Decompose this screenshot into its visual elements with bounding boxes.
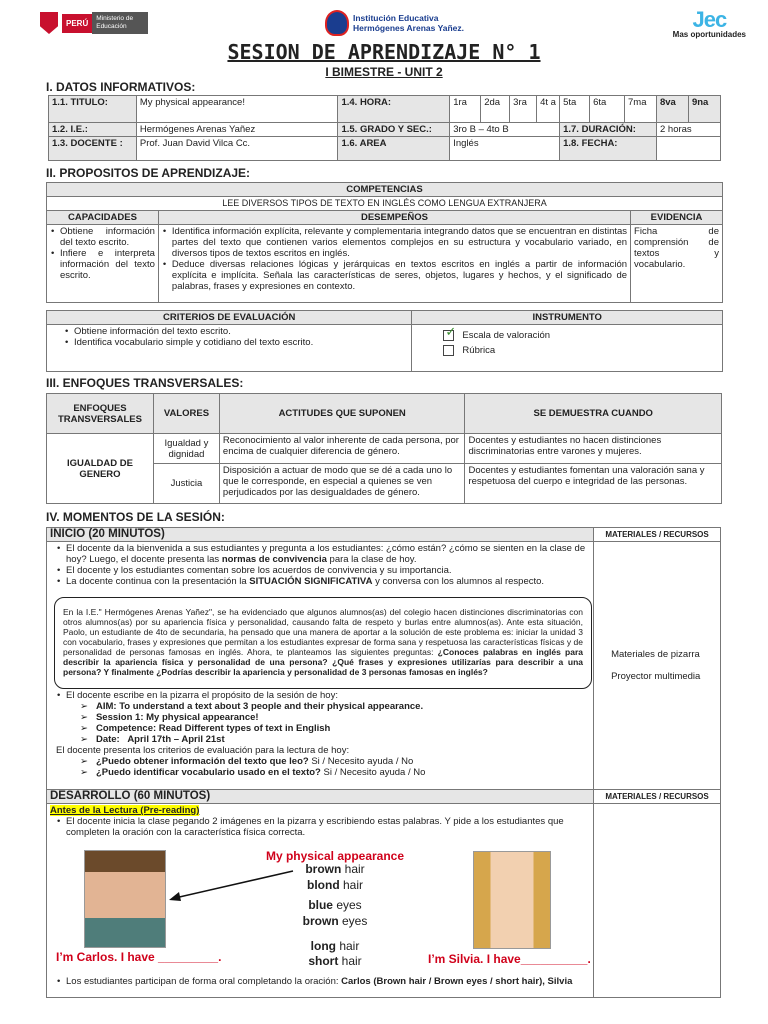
docente-key: 1.3. DOCENTE : [49,137,137,161]
instrumento-header: INSTRUMENTO [412,311,723,325]
criterio-item: • Obtiene información del texto escrito. [64,326,408,337]
jec-word: Jec [692,7,727,32]
ie-key: 1.2. I.E.: [49,123,137,137]
peru-shield-icon [40,12,58,34]
hour-2: 2da [481,96,510,123]
valor-justicia: Justicia [153,464,219,504]
inicio-item: • El docente escribe en la pizarra el propósito de la sesión de hoy: [56,690,590,701]
hour-7: 7ma [625,96,657,123]
area-key: 1.6. AREA [338,137,450,161]
carlos-sentence: I’m Carlos. I have _________. [56,950,222,964]
hora-key: 1.4. HORA: [338,96,450,123]
inicio-list [56,543,590,587]
physical-appearance-title: My physical appearance [265,849,405,863]
materiales-header-2: MATERIALES / RECURSOS [594,790,721,804]
page-subtitle: I BIMESTRE - UNIT 2 [325,65,443,79]
demuestra-1: Docentes y estudiantes no hacen distinciones discriminatorias entre varones y mujeres. [465,434,722,464]
criterios-intro: El docente presenta los criterios de evaluación para la lectura de hoy: [56,745,350,756]
page-title: SESION DE APRENDIZAJE N° 1 [227,40,541,64]
antes-lectura: Antes de la Lectura (Pre-reading) [50,805,200,816]
fecha-value [656,137,720,161]
enfoque-name: IGUALDAD DE GENERO [47,434,154,504]
criterios-header: CRITERIOS DE EVALUACIÓN [47,311,412,325]
instrumento-escala: Escala de valoración [462,330,551,341]
capacidad-item: • Obtiene información del texto escrito. [50,226,155,248]
section-propositos-heading: II. PROPOSITOS DE APRENDIZAJE: [46,166,251,180]
criterios-table [46,310,723,372]
inicio-item: • La docente continua con la presentación la SITUACIÓN SIGNIFICATIVA y conversa con los alumnos al respecto. [56,576,590,587]
desarrollo-item: • El docente inicia la clase pegando 2 imágenes en la pizarra y escribiendo estas palabras. Y pide a los estudiantes que completen la oración con la característica física correcta. [56,816,590,838]
hour-3: 3ra [510,96,537,123]
vocab-short-hair: short hair [308,954,362,968]
demuestra-header: SE DEMUESTRA CUANDO [465,394,722,434]
valores-header: VALORES [153,394,219,434]
grado-value: 3ro B – 4to B [450,123,560,137]
section-enfoques-heading: III. ENFOQUES TRANSVERSALES: [46,376,244,390]
instrumento-rubrica: Rúbrica [462,345,496,356]
aim-line: ➢ AIM: To understand a text about 3 people and their physical appearance. [50,701,590,712]
evidencia-header: EVIDENCIA [631,211,723,225]
titulo-key: 1.1. TITULO: [49,96,137,123]
duracion-key: 1.7. DURACIÓN: [560,123,657,137]
fecha-key: 1.8. FECHA: [560,137,657,161]
situacion-questions: ¿Conoces palabras en inglés para describir la apariencia física y personalidad de una persona? ¿Qué frases y expresiones utilizarías para describir a una persona? Y finalmente ¿Podrías describir la apariencia y personalidad de 3 personas famosas en inglés? [63,647,583,677]
desempenos-list [162,226,627,292]
desarrollo-header: DESARROLLO (60 MINUTOS) [47,790,594,804]
vocab-blond-hair: blond hair [307,878,363,892]
actitud-2: Disposición a actuar de modo que se dé a cada uno lo que le corresponde, en especial a quienes se ven perjudicados por las desigualdades de género. [219,464,465,504]
material-proyector: Proyector multimedia [611,670,701,682]
silvia-photo [473,851,551,949]
criterio-item: • Identifica vocabulario simple y cotidiano del texto escrito. [64,337,408,348]
question-2: ➢ ¿Puedo identificar vocabulario usado en el texto? Si / Necesito ayuda / No [50,767,590,778]
desarrollo-list [56,816,590,838]
grado-key: 1.5. GRADO Y SEC.: [338,123,450,137]
inicio-header: INICIO (20 MINUTOS) [47,528,594,542]
checkbox-unchecked-icon[interactable] [443,345,454,356]
ie-value: Hermógenes Arenas Yañez [136,123,338,137]
evidencia-text: Ficha de comprensión de textos y vocabulario. [631,225,723,303]
desarrollo-list-2 [56,976,590,987]
hour-5: 5ta [560,96,590,123]
desempenos-header: DESEMPEÑOS [158,211,630,225]
school-crest-icon [325,10,349,36]
materiales-header-1: MATERIALES / RECURSOS [594,528,721,542]
vocab-blue-eyes: blue eyes [308,898,362,912]
vocab-brown-hair: brown hair [305,862,365,876]
hour-6: 6ta [590,96,625,123]
jec-tagline: Mas oportunidades [672,30,746,39]
question-1: ➢ ¿Puedo obtener información del texto que leo? Si / Necesito ayuda / No [50,756,590,767]
inicio-item: • El docente y los estudiantes comentan sobre los acuerdos de convivencia y su importancia. [56,565,590,576]
jec-logo [672,7,746,39]
criterios-list [64,326,408,348]
desempeno-item: • Identifica información explícita, relevante y complementaria integrando datos que se encuentran en distintas partes del texto que contienen varios elementos complejos en su estructura y vocabulario variado, en diversos tipos de textos escritos en inglés. [162,226,627,259]
carlos-photo [84,850,166,948]
hour-8: 8va [656,96,688,123]
school-line2: Hermógenes Arenas Yañez. [353,23,465,33]
competence-line: ➢ Competence: Read Different types of text in English [50,723,590,734]
minedu-logo [40,12,148,34]
competencia-text: LEE DIVERSOS TIPOS DE TEXTO EN INGLÉS COMO LENGUA EXTRANJERA [47,197,723,211]
capacidades-list [50,226,155,281]
propositos-table [46,182,723,303]
school-line1: Institución Educativa [353,13,439,23]
demuestra-2: Docentes y estudiantes fomentan una valoración sana y respetuosa del cuerpo e integridad de las personas. [465,464,722,504]
area-value: Inglés [450,137,560,161]
inicio-item: • El docente da la bienvenida a sus estudiantes y pregunta a los estudiantes: ¿cómo están? ¿cómo se sienten en la clase de hoy? Luego, el docente presenta las normas de convivencia para la clase de hoy. [56,543,590,565]
school-logo [325,10,464,36]
enfoques-header: ENFOQUES TRANSVERSALES [47,394,154,434]
desempeno-item: • Deduce diversas relaciones lógicas y jerárquicas en textos escritos en inglés a partir de información explícita e implícita. Señala las características de seres, objetos, lugares y hechos, y el significado de palabras, frases y expresiones en contexto. [162,259,627,292]
section-datos-heading: I. DATOS INFORMATIVOS: [46,80,196,94]
titulo-value: My physical appearance! [136,96,338,123]
capacidades-header: CAPACIDADES [47,211,159,225]
situacion-significativa-box [54,597,592,689]
material-pizarra: Materiales de pizarra [611,648,700,660]
vocab-brown-eyes: brown eyes [302,914,368,928]
actitudes-header: ACTITUDES QUE SUPONEN [219,394,465,434]
hour-4: 4t a [537,96,560,123]
desarrollo-item: • Los estudiantes participan de forma oral completando la oración: Carlos (Brown hair / Brown eyes / short hair), Silvia [56,976,590,987]
actitud-1: Reconocimiento al valor inherente de cada persona, por encima de cualquier diferencia de género. [219,434,465,464]
capacidad-item: • Infiere e interpreta información del texto escrito. [50,248,155,281]
hour-1: 1ra [450,96,481,123]
hour-9: 9na [688,96,720,123]
section-momentos-heading: IV. MOMENTOS DE LA SESIÓN: [46,510,225,524]
session-line: ➢ Session 1: My physical appearance! [50,712,590,723]
datos-table [48,95,721,161]
date-line: ➢ Date: April 17th – April 21st [50,734,590,745]
peru-label: PERÚ [62,14,92,33]
vocab-long-hair: long hair [310,939,360,953]
duracion-value: 2 horas [656,123,720,137]
ministerio-label: Ministerio de Educación [92,12,148,34]
situacion-text: En la I.E." Hermógenes Arenas Yañez", se ha evidenciado que algunos alumnos(as) del colegio hacen distinciones discriminatorias con otros alumnos(as) por su apariencia física y personalidad, causando falta de respeto y burlas entre alumnos(as). Ante esta situación, Paolo, un estudiante de 4to de secundaria, ha pensado que una manera de aportar a la solución de este problema es: iniciar la unidad 3 con vocabulario, frases y expresiones que permitan a los estudiantes expresar de forma sana y respetuosa las características físicas y de personalidad de personas famosas en inglés. Ahora, te planteamos las siguientes preguntas: [63,607,583,657]
valor-igualdad: Igualdad y dignidad [153,434,219,464]
page-header [40,7,746,40]
competencias-header: COMPETENCIAS [47,183,723,197]
docente-value: Prof. Juan David Vilca Cc. [136,137,338,161]
enfoques-table [46,393,722,504]
checkbox-checked-icon[interactable] [443,330,454,341]
silvia-sentence: I’m Silvia. I have__________. [428,952,591,966]
